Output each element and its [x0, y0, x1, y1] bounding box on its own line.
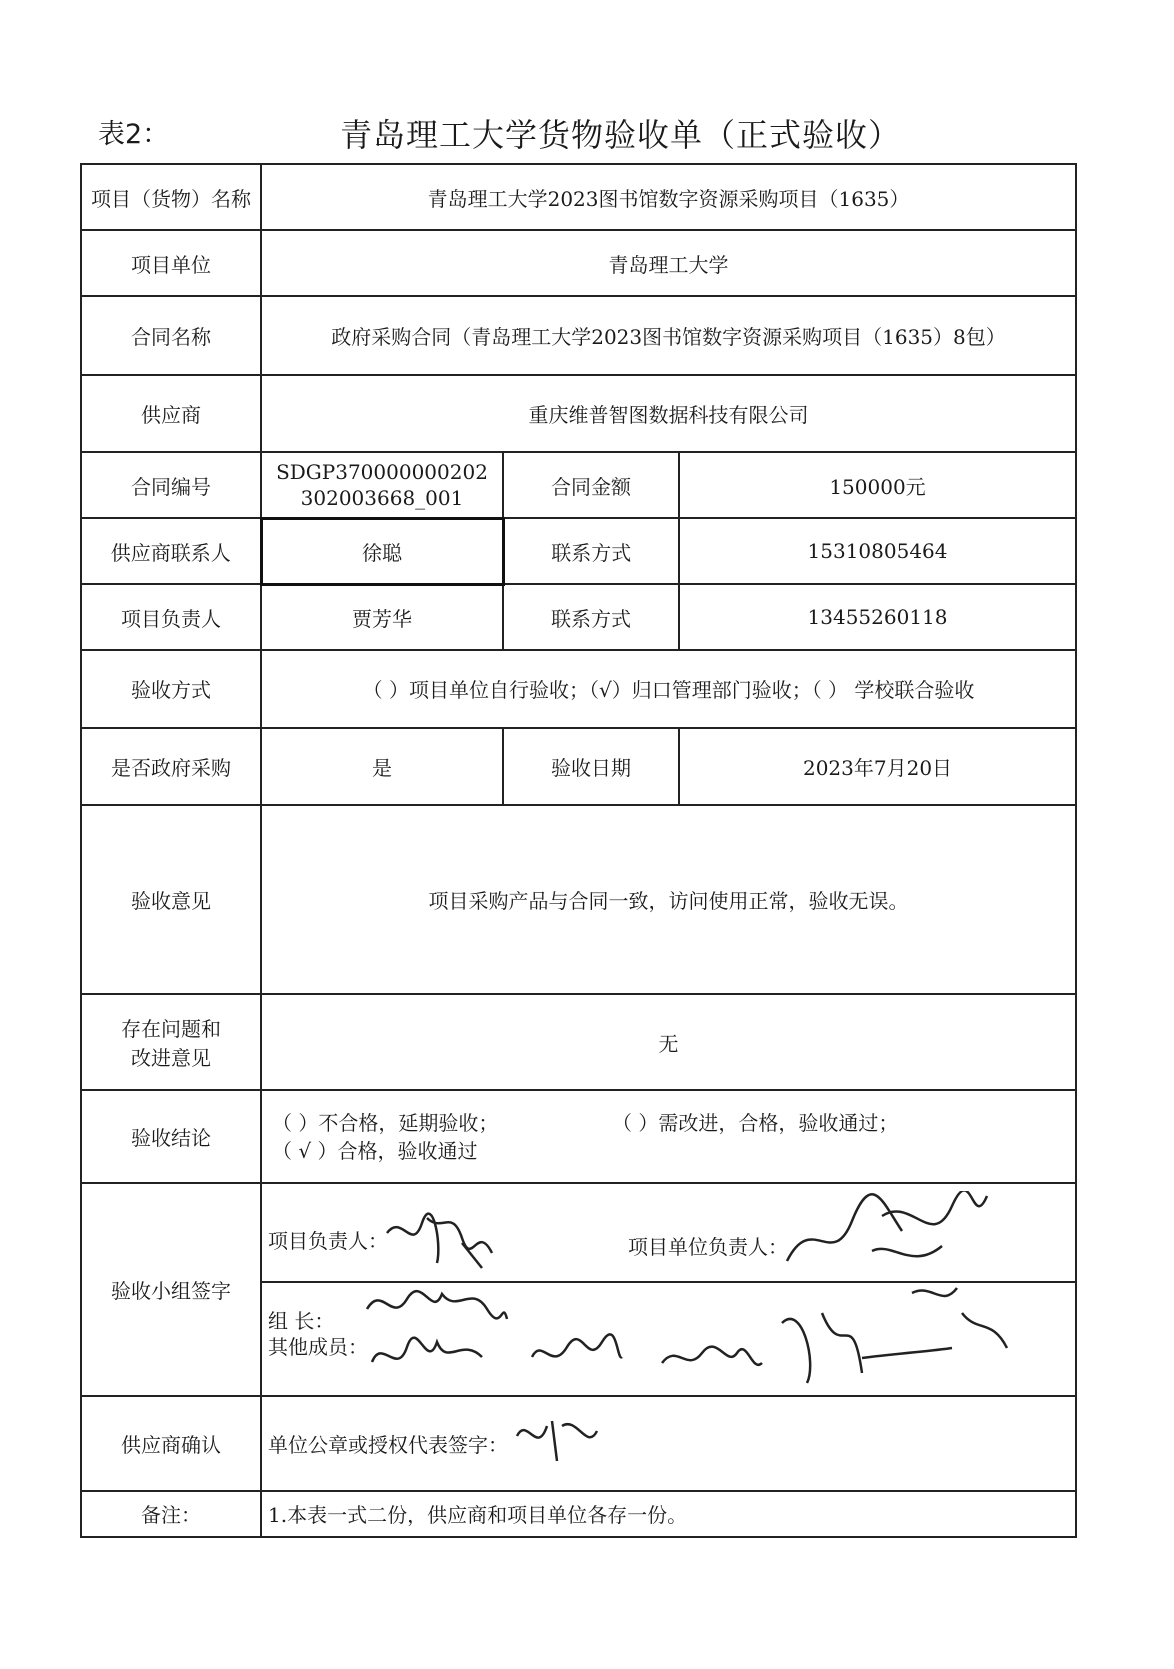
row-remark	[81, 1491, 1076, 1537]
value-remark: 1.本表一式二份，供应商和项目单位各存一份。	[261, 1491, 1076, 1537]
row-contract-no	[81, 452, 1076, 518]
label-group-leader: 组 长：	[268, 1308, 335, 1333]
page-label: 表2：	[98, 119, 170, 150]
value-leader-phone: 13455260118	[679, 584, 1076, 650]
value-gov: 是	[261, 728, 503, 806]
label-conclusion: 验收结论	[81, 1090, 261, 1182]
label-supplier-confirm: 供应商确认	[81, 1396, 261, 1490]
label-project-name: 项目（货物）名称	[81, 164, 261, 230]
value-conclusion	[261, 1090, 1076, 1182]
label-other-members: 其他成员：	[268, 1334, 368, 1359]
value-contract-name: 政府采购合同（青岛理工大学2023图书馆数字资源采购项目（1635）8包）	[261, 296, 1076, 375]
unit-leader-signature	[782, 1191, 992, 1281]
row-project-leader	[81, 584, 1076, 650]
value-issues: 无	[261, 994, 1076, 1090]
row-opinion	[81, 805, 1076, 994]
value-supplier-confirm	[261, 1396, 1076, 1490]
value-supplier-phone: 15310805464	[679, 518, 1076, 584]
leader-signature	[382, 1203, 502, 1273]
value-date: 2023年7月20日	[679, 728, 1076, 806]
value-method: （ ）项目单位自行验收；（√）归口管理部门验收；（ ） 学校联合验收	[261, 650, 1076, 728]
label-unit-leader-sign: 项目单位负责人：	[628, 1234, 788, 1259]
label-issues-line2: 改进意见	[131, 1046, 211, 1071]
row-issues	[81, 994, 1076, 1090]
row-project-unit	[81, 230, 1076, 296]
label-opinion: 验收意见	[81, 805, 261, 994]
label-method: 验收方式	[81, 650, 261, 728]
supplier-confirm-text: 单位公章或授权代表签字：	[268, 1433, 508, 1458]
row-project-name	[81, 164, 1076, 230]
supplier-signature	[512, 1411, 602, 1466]
label-contract-name: 合同名称	[81, 296, 261, 375]
label-contract-no: 合同编号	[81, 452, 261, 518]
acceptance-form	[80, 163, 1077, 1538]
row-contract-name	[81, 296, 1076, 375]
value-contract-amount: 150000元	[679, 452, 1076, 518]
label-issues-line1: 存在问题和	[121, 1017, 221, 1042]
value-contract-no: SDGP370000000202302003668_001	[261, 452, 503, 518]
page-title: 青岛理工大学货物验收单（正式验收）	[340, 116, 902, 154]
row-conclusion	[81, 1090, 1076, 1182]
label-project-unit: 项目单位	[81, 230, 261, 296]
group-leader-signature	[362, 1279, 512, 1329]
label-signatures: 验收小组签字	[81, 1183, 261, 1397]
member-signature-3	[657, 1333, 767, 1383]
member-signature-4	[762, 1273, 1012, 1393]
label-date: 验收日期	[503, 728, 679, 806]
value-opinion: 项目采购产品与合同一致，访问使用正常，验收无误。	[261, 805, 1076, 994]
row-gov	[81, 728, 1076, 806]
conclusion-option-improve: （ ）需改进，合格，验收通过；	[612, 1110, 899, 1135]
label-leader-sign: 项目负责人：	[268, 1228, 388, 1253]
member-signature-1	[367, 1327, 487, 1382]
label-supplier-contact: 供应商联系人	[81, 518, 261, 584]
value-project-unit: 青岛理工大学	[261, 230, 1076, 296]
label-contract-amount: 合同金额	[503, 452, 679, 518]
value-supplier-contact: 徐聪	[261, 518, 503, 584]
label-leader-phone: 联系方式	[503, 584, 679, 650]
label-gov: 是否政府采购	[81, 728, 261, 806]
member-signature-2	[527, 1327, 627, 1382]
label-supplier-phone: 联系方式	[503, 518, 679, 584]
value-project-leader: 贾芳华	[261, 584, 503, 650]
row-method	[81, 650, 1076, 728]
value-supplier: 重庆维普智图数据科技有限公司	[261, 375, 1076, 453]
label-project-leader: 项目负责人	[81, 584, 261, 650]
row-supplier-confirm	[81, 1396, 1076, 1490]
signature-area	[261, 1183, 1076, 1397]
label-remark: 备注：	[81, 1491, 261, 1537]
label-supplier: 供应商	[81, 375, 261, 453]
value-project-name: 青岛理工大学2023图书馆数字资源采购项目（1635）	[261, 164, 1076, 230]
label-issues	[81, 994, 261, 1090]
conclusion-option-pass: （ √ ）合格，验收通过	[272, 1138, 478, 1163]
row-signatures	[81, 1183, 1076, 1397]
conclusion-option-fail: （ ）不合格，延期验收；	[272, 1110, 499, 1135]
row-supplier-contact	[81, 518, 1076, 584]
row-supplier	[81, 375, 1076, 453]
